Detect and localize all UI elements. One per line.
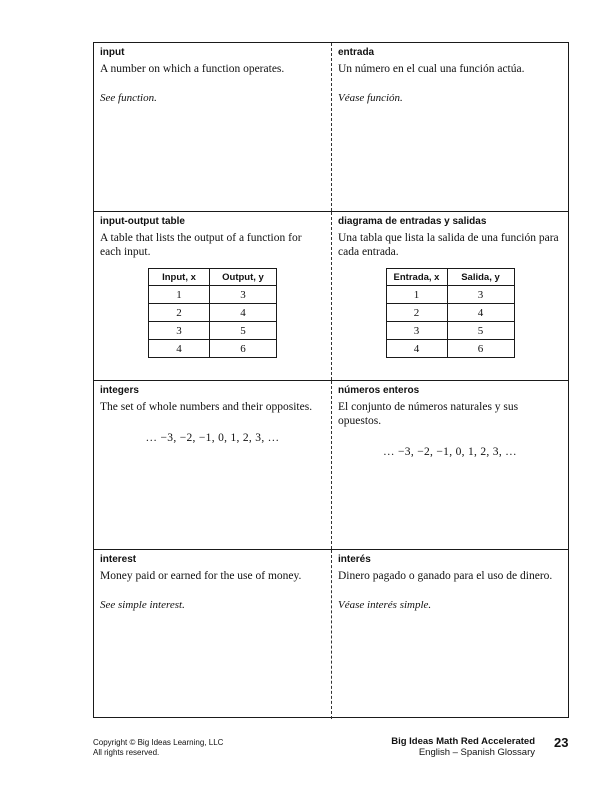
english-entry [94,43,332,211]
spanish-entry [332,212,568,380]
table-cell: 1 [386,286,447,304]
definition: Un número en el cual una función actúa. [338,63,525,75]
term: interés [338,554,371,565]
see-also: Véase interés simple. [338,599,432,611]
see-also: See function. [100,92,157,104]
table-header-row [149,269,277,286]
table-cell: 3 [447,286,514,304]
table-cell: 2 [386,304,447,322]
english-entry [94,550,332,719]
integer-sequence: … −3, −2, −1, 0, 1, 2, 3, … [383,446,517,458]
table-row [386,286,514,304]
footer-book-info [391,736,535,758]
table-row [149,322,277,340]
table-header-row [386,269,514,286]
table-cell: 1 [149,286,210,304]
glossary-title: English – Spanish Glossary [418,747,535,758]
definition: Money paid or earned for the use of money. [100,570,302,582]
table-cell: 3 [149,322,210,340]
definition: A number on which a function operates. [100,63,285,75]
table-row [386,322,514,340]
page-number: 23 [554,735,569,750]
glossary-row-integers [94,381,568,550]
definition: El conjunto de números naturales y sus opuestos. [338,401,519,427]
table-header: Input, x [149,269,210,286]
table-row [386,340,514,358]
footer-copyright [93,738,223,758]
glossary-row-input-output-table [94,212,568,381]
term: interest [100,554,137,565]
input-output-table [148,268,277,358]
table-cell: 4 [447,304,514,322]
table-cell: 4 [149,340,210,358]
table-cell: 5 [210,322,277,340]
table-cell: 6 [447,340,514,358]
term: entrada [338,47,375,58]
spanish-entry [332,381,568,549]
integer-sequence: … −3, −2, −1, 0, 1, 2, 3, … [145,432,280,444]
term: números enteros [338,385,420,396]
spanish-entry [332,550,568,719]
definition: The set of whole numbers and their opposites. [100,401,313,413]
table-row [149,304,277,322]
term: integers [100,385,139,396]
table-row [386,304,514,322]
table-cell: 4 [210,304,277,322]
table-cell: 4 [386,340,447,358]
table-row [149,340,277,358]
rights-text: All rights reserved. [93,748,160,757]
book-title: Big Ideas Math Red Accelerated [391,736,535,747]
table-row [149,286,277,304]
english-entry [94,212,332,380]
see-also: Véase función. [338,92,403,104]
copyright-text: Copyright © Big Ideas Learning, LLC [93,738,224,747]
term: diagrama de entradas y salidas [338,216,487,227]
glossary-row-input [94,43,568,212]
definition: A table that lists the output of a function for each input. [100,232,302,258]
table-header: Entrada, x [386,269,447,286]
term: input [100,47,125,58]
table-header: Salida, y [447,269,514,286]
table-cell: 5 [447,322,514,340]
input-output-table [386,268,515,358]
glossary-row-interest [94,550,568,719]
spanish-entry [332,43,568,211]
definition: Dinero pagado o ganado para el uso de dinero. [338,570,553,582]
term: input-output table [100,216,185,227]
table-header: Output, y [210,269,277,286]
table-cell: 2 [149,304,210,322]
table-cell: 3 [210,286,277,304]
glossary-grid [93,42,569,718]
english-entry [94,381,332,549]
see-also: See simple interest. [100,599,185,611]
definition: Una tabla que lista la salida de una función para cada entrada. [338,232,559,258]
table-cell: 6 [210,340,277,358]
table-cell: 3 [386,322,447,340]
